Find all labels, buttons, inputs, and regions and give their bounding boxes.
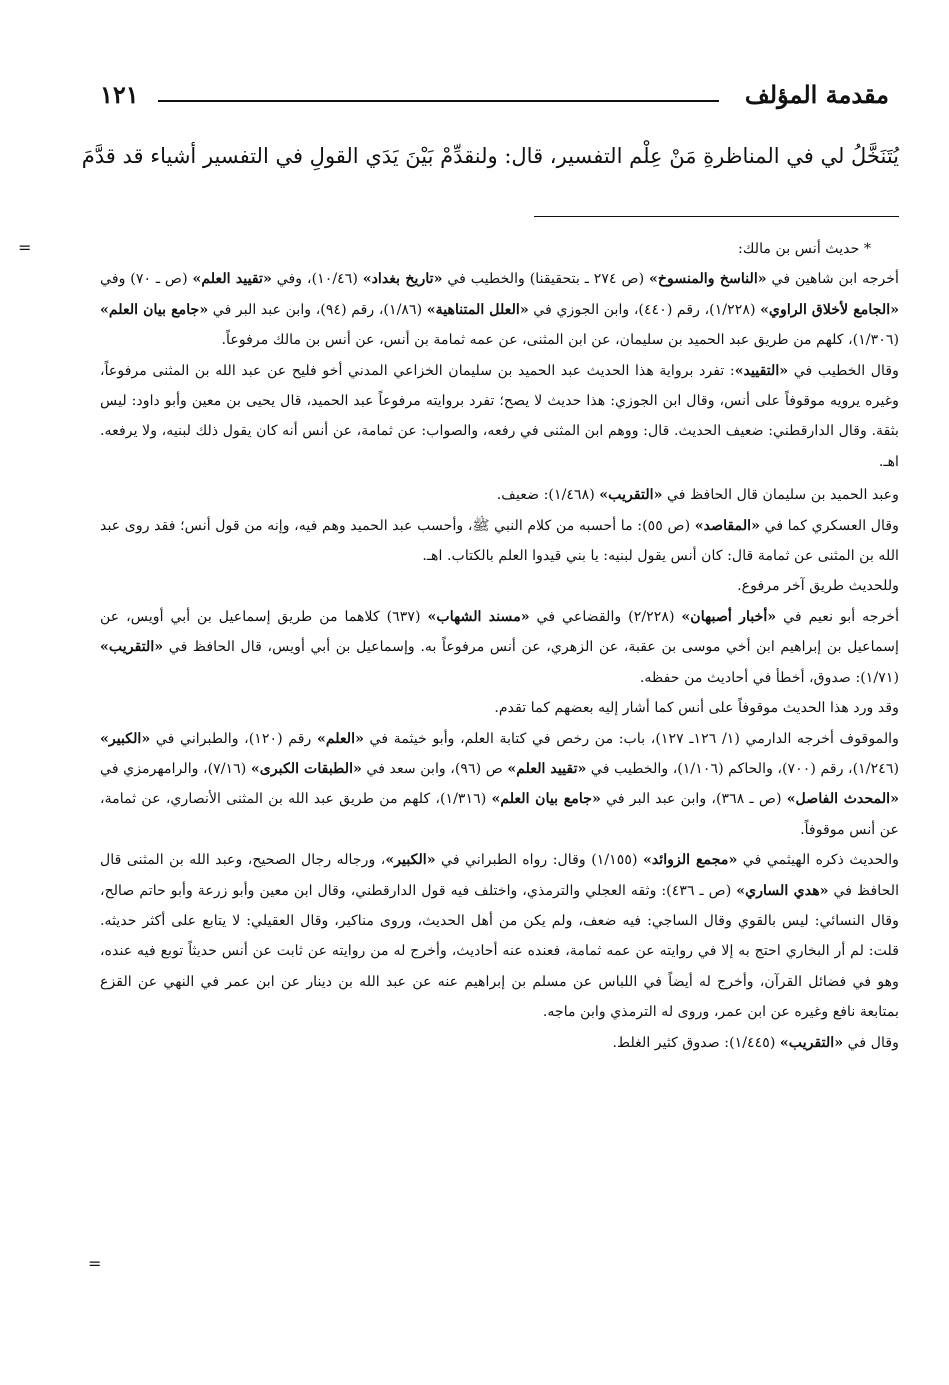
continuation-mark-bottom: = <box>88 1254 102 1273</box>
footnote-paragraph: والحديث ذكره الهيثمي في «مجمع الزوائد» (١/١٥٥) وقال: رواه الطبراني في «الكبير»، ورجاله رجال الصحيح، وعبد الله بن المثنى قال الحافظ في «هدي الساري» (ص ـ ٤٣٦): وثقه العجلي والترمذي، واختلف فيه قول الدارقطني، وقال ابن معين وأبو زرعة وأبو حاتم صالح، وقال النسائي: ليس بالقوي وقال الساجي: فيه ضعف، ولم يكن من أهل الحديث، وروى مناكير، وقال العقيلي: لا يتابع على أكثر حديثه. قلت: لم أر البخاري احتج به إلا في روايته عن عمه ثمامة، فعنده عنه أحاديث، وأخرج له من روايته عن ثابت عن أنس حديثاً توبع فيه عنده، وهو في فضائل القرآن، وأخرج له أيضاً في اللباس عن مسلم بن إبراهيم عنه عن عبد الله بن دينار عن ابن عمر في النهي عن القزع بمتابعة نافع وغيره عن ابن عمر، وروى له الترمذي وابن ماجه. <box>100 852 900 1021</box>
footnote-separator <box>534 216 899 217</box>
footnotes <box>100 234 899 1058</box>
footnote-paragraph: أخرجه ابن شاهين في «الناسخ والمنسوخ» (ص ٢٧٤ ـ بتحقيقنا) والخطيب في «تاريخ بغداد» (١٠/٤٦)، وفي «تقييد العلم» (ص ـ ٧٠) وفي «الجامع لأخلاق الراوي» (١/٢٢٨)، رقم (٤٤٠)، وابن الجوزي في «العلل المتناهية» (١/٨٦)، رقم (٩٤)، وابن عبد البر في «جامع بيان العلم» (١/٣٠٦)، كلهم من طريق عبد الحميد بن سليمان، عن ابن المثنى، عن عمه ثمامة بن أنس، عن أنس بن مالك مرفوعاً. <box>100 271 900 349</box>
page-header <box>100 80 889 120</box>
footnote-paragraph: أخرجه أبو نعيم في «أخبار أصبهان» (٢/٢٢٨) والقضاعي في «مسند الشهاب» (٦٣٧) كلاهما من طريق إسماعيل بن أبي أويس، عن إسماعيل بن إبراهيم ابن أخي موسى بن عقبة، عن الزهري، عن أنس مرفوعاً به. وإسماعيل بن أبي أويس، قال الحافظ في «التقريب» (١/٧١): صدوق، أخطأ في أحاديث من حفظه. <box>100 608 900 686</box>
footnote-paragraph: وقد ورد هذا الحديث موقوفاً على أنس كما أشار إليه بعضهم كما تقدم. <box>494 700 899 717</box>
footnote-paragraph: وللحديث طريق آخر مرفوع. <box>737 578 899 595</box>
chapter-title: مقدمة المؤلف <box>744 80 889 109</box>
header-rule <box>158 100 719 102</box>
footnote-paragraph: والموقوف أخرجه الدارمي (١/ ١٢٦ـ ١٢٧)، باب: من رخص في كتابة العلم، وأبو خيثمة في «العلم» رقم (١٢٠)، والطبراني في «الكبير» (١/٢٤٦)، رقم (٧٠٠)، والحاكم (١/١٠٦)، والخطيب في «تقييد العلم» ص (٩٦)، وابن سعد في «الطبقات الكبرى» (٧/١٦)، والرامهرمزي في «المحدث الفاصل» (ص ـ ٣٦٨)، وابن عبد البر في «جامع بيان العلم» (١/٣١٦)، كلهم من طريق عبد الله بن المثنى الأنصاري، عن ثمامة، عن أنس موقوفاً. <box>100 730 899 838</box>
continuation-mark-top: = <box>18 238 32 257</box>
footnote-paragraph: وقال العسكري كما في «المقاصد» (ص ٥٥): ما أحسبه من كلام النبي ﷺ، وأحسب عبد الحميد وهم فيه، وإنه من قول أنس؛ فقد روى عبد الله بن المثنى عن ثمامة قال: كان أنس يقول لبنيه: يا بني قيدوا العلم بالكتاب. اهـ. <box>100 517 899 565</box>
footnote-paragraph: وعبد الحميد بن سليمان قال الحافظ في «التقريب» (١/٤٦٨): ضعيف. <box>496 487 899 504</box>
footnote-heading: * حديث أنس بن مالك: <box>738 241 871 257</box>
main-text: يُتَنَخَّلُ لي في المناظرةِ مَنْ عِلْم التفسير، قال: ولنقدِّمْ بَيْنَ يَدَي القولِ في التفسير أشياء قد قدَّمَ <box>81 144 899 168</box>
footnote-paragraph: وقال الخطيب في «التقييد»: تفرد برواية هذا الحديث عبد الحميد بن سليمان الخزاعي المدني أخو فليح عن عبد الله بن المثنى مرفوعاً، وغيره يرويه موقوفاً على أنس، وقال ابن الجوزي: هذا حديث لا يصح؛ تفرد بروايته مرفوعاً عبد الحميد، قال يحيى بن معين وأبو داود: ليس بثقة. وقال الدارقطني: ضعيف الحديث. قال: ووهم ابن المثنى في رفعه، والصواب: عن ثمامة، عن أنس أنه كان يقول ذلك لبنيه، ولا يرفعه. اهـ. <box>100 362 899 470</box>
page-number: ١٢١ <box>100 80 139 109</box>
footnote-paragraph: وقال في «التقريب» (١/٤٤٥): صدوق كثير الغلط. <box>612 1034 899 1051</box>
